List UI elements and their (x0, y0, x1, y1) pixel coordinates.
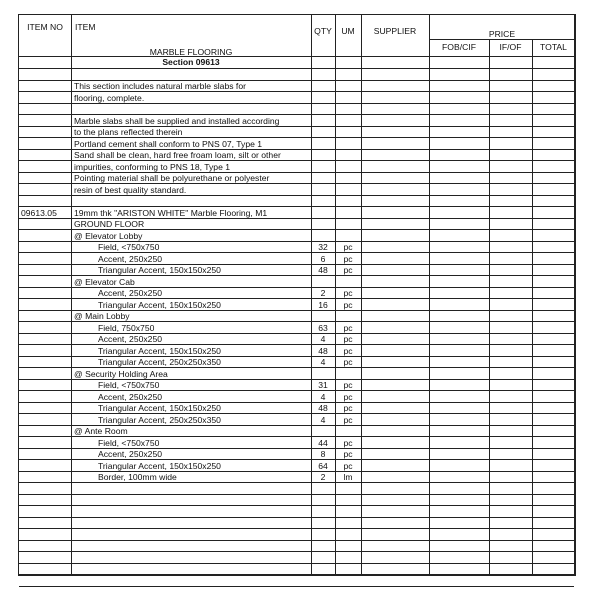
floor-label: GROUND FLOOR (74, 219, 145, 229)
spec-note-line: This section includes natural marble slabs for (74, 81, 246, 91)
line-description: Triangular Accent, 250x250x350 (98, 357, 221, 367)
area-group-label: @ Elevator Cab (74, 276, 135, 287)
col-divider-fob (489, 39, 490, 575)
line-qty: 2 (320, 472, 326, 482)
line-um: pc (343, 322, 353, 333)
row-rule (19, 482, 574, 483)
area-group-label: @ Elevator Lobby (74, 230, 143, 241)
line-description: Triangular Accent, 250x250x350 (98, 414, 221, 425)
line-qty: 48 (318, 403, 328, 413)
row-rule (19, 505, 574, 506)
col-divider-um (361, 15, 362, 575)
line-qty: 4 (320, 414, 326, 425)
line-um: pc (343, 242, 353, 252)
line-description: Field, <750x750 (98, 437, 160, 448)
row-rule (19, 494, 574, 495)
line-um: pc (343, 460, 353, 471)
line-description: Accent, 250x250 (98, 334, 163, 344)
line-qty: 48 (318, 265, 328, 275)
line-um: pc (343, 253, 353, 264)
line-description: Accent, 250x250 (98, 449, 163, 459)
line-um: pc (343, 449, 353, 459)
line-um: pc (343, 345, 353, 356)
header-supplier: SUPPLIER (373, 26, 417, 36)
line-um: pc (343, 299, 353, 310)
header-item: ITEM (75, 22, 96, 32)
spec-note-line: Marble slabs shall be supplied and installed according (74, 115, 280, 126)
spec-note-line: flooring, complete. (74, 92, 145, 103)
row-rule (19, 574, 574, 575)
row-rule (19, 68, 574, 69)
col-divider-ifof (532, 39, 533, 575)
row-rule (19, 563, 574, 564)
line-qty: 2 (320, 288, 326, 298)
line-qty: 31 (318, 380, 328, 390)
line-um: lm (343, 472, 353, 482)
line-description: Triangular Accent, 150x150x250 (98, 299, 221, 310)
header-price: PRICE (488, 29, 516, 39)
header-rule (19, 56, 574, 57)
line-um: pc (343, 437, 353, 448)
section-number: Section 09613 (162, 57, 220, 67)
line-um: pc (343, 391, 353, 402)
line-um: pc (343, 357, 353, 367)
spec-note-line: Pointing material shall be polyurethane or polyester (74, 173, 270, 183)
line-qty: 4 (320, 391, 326, 402)
header-if-of: IF/OF (499, 42, 522, 52)
header-total: TOTAL (540, 42, 567, 52)
header-um: UM (341, 26, 355, 36)
line-um: pc (343, 288, 353, 298)
row-rule (19, 540, 574, 541)
line-qty: 16 (318, 299, 328, 310)
line-qty: 48 (318, 345, 328, 356)
row-rule (19, 195, 574, 196)
header-fob-cif: FOB/CIF (442, 42, 476, 52)
row-rule (19, 528, 574, 529)
spec-note-line: Portland cement shall conform to PNS 07, Type 1 (74, 138, 263, 149)
line-qty: 64 (318, 460, 328, 471)
row-rule (19, 586, 574, 587)
line-um: pc (343, 265, 353, 275)
line-um: pc (343, 380, 353, 390)
line-description: Triangular Accent, 150x150x250 (98, 345, 221, 356)
line-um: pc (343, 403, 353, 413)
line-qty: 4 (320, 334, 326, 344)
line-qty: 44 (318, 437, 328, 448)
area-group-label: @ Security Holding Area (74, 368, 168, 379)
line-description: Field, 750x750 (98, 322, 155, 333)
line-description: Field, <750x750 (98, 380, 160, 390)
line-description: Accent, 250x250 (98, 288, 163, 298)
line-um: pc (343, 334, 353, 344)
row-rule (19, 103, 574, 104)
col-divider-item-no (71, 15, 72, 575)
spec-note-line: resin of best quality standard. (74, 184, 187, 195)
line-description: Triangular Accent, 150x150x250 (98, 265, 221, 275)
section-title: MARBLE FLOORING (149, 47, 233, 57)
line-description: Field, <750x750 (98, 242, 160, 252)
line-description: Triangular Accent, 150x150x250 (98, 460, 221, 471)
line-description: Triangular Accent, 150x150x250 (98, 403, 221, 413)
row-rule (19, 551, 574, 552)
spec-note-line: impurities, conforming to PNS 18, Type 1 (74, 161, 231, 172)
line-qty: 4 (320, 357, 326, 367)
header-item-no: ITEM NO (27, 22, 63, 32)
row-rule (19, 517, 574, 518)
line-description: Accent, 250x250 (98, 253, 163, 264)
bill-of-quantities-sheet (18, 14, 576, 576)
col-divider-supplier (429, 15, 430, 575)
item-description: 19mm thk "ARISTON WHITE" Marble Flooring, M1 (74, 207, 268, 218)
line-qty: 63 (318, 322, 328, 333)
line-um: pc (343, 414, 353, 425)
area-group-label: @ Main Lobby (74, 311, 130, 321)
spec-note-line: Sand shall be clean, hard free froam loam, silt or other (74, 150, 281, 160)
line-description: Border, 100mm wide (98, 472, 177, 482)
spec-note-line: to the plans reflected therein (74, 127, 183, 137)
area-group-label: @ Ante Room (74, 426, 128, 436)
header-qty: QTY (314, 26, 332, 36)
price-subheader-rule (429, 39, 574, 40)
item-number: 09613.05 (21, 207, 57, 218)
line-qty: 8 (320, 449, 326, 459)
line-description: Accent, 250x250 (98, 391, 163, 402)
line-qty: 32 (318, 242, 328, 252)
line-qty: 6 (320, 253, 326, 264)
